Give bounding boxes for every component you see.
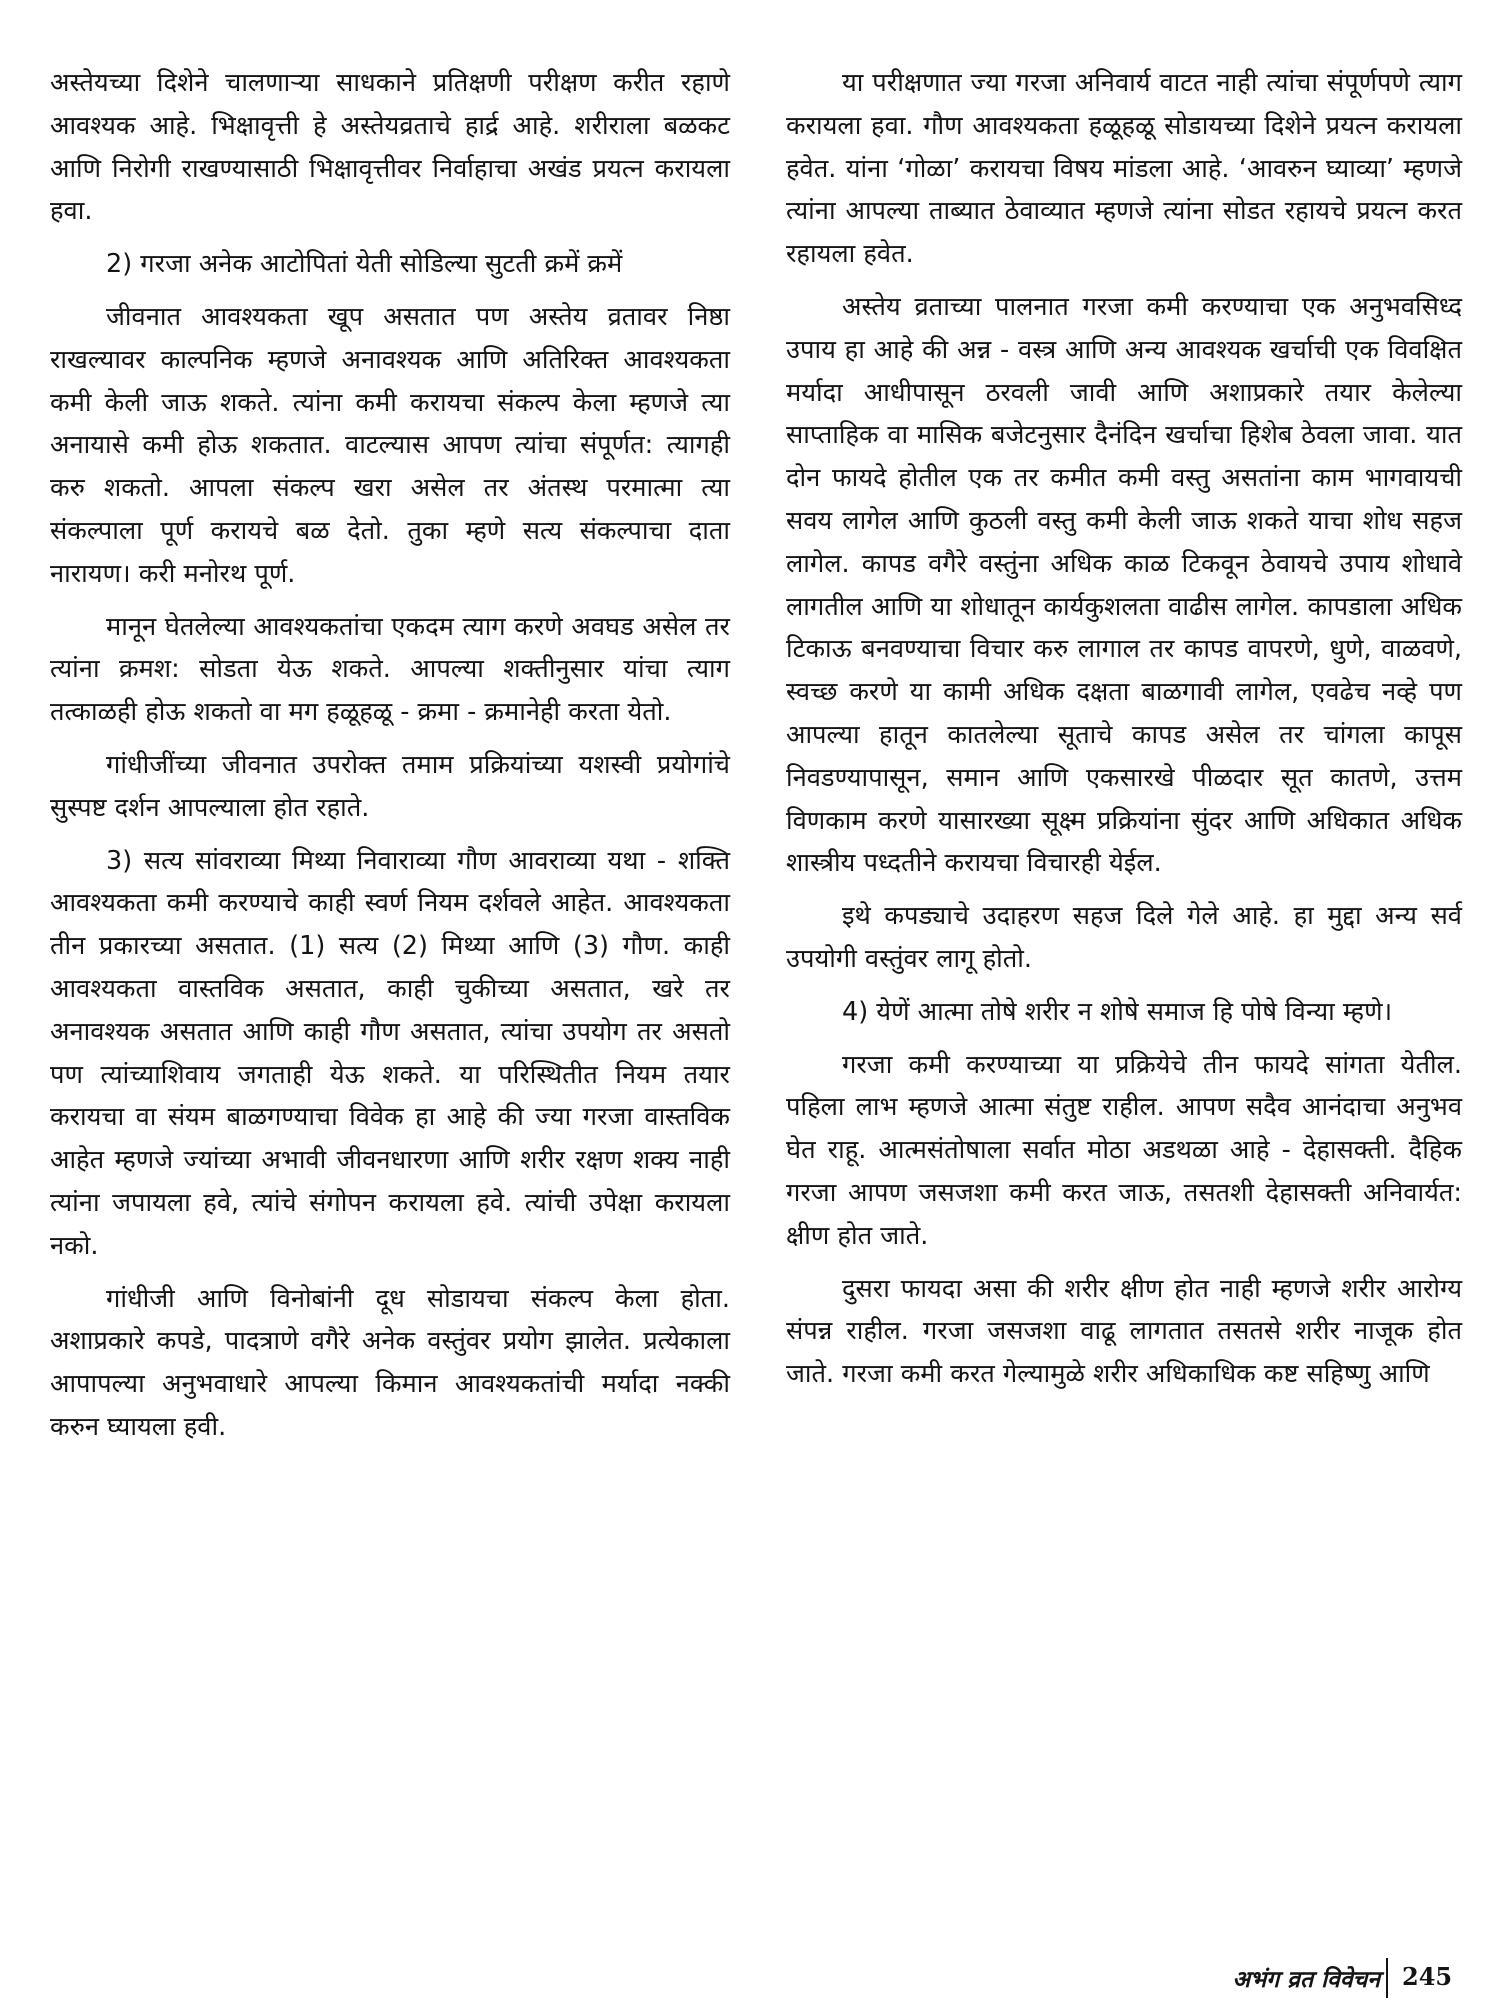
- paragraph: अस्तेय व्रताच्या पालनात गरजा कमी करण्याचा एक अनुभवसिध्द उपाय हा आहे की अन्न - वस्त्र आणि अन्य आवश्यक खर्चाची एक विवक्षित मर्यादा आधीपासून ठरवली जावी आणि अशाप्रकारे तयार केलेल्या साप्ताहिक वा मासिक बजेटनुसार दैनंदिन खर्चाचा हिशेब ठेवला जावा. यात दोन फायदे होतील एक तर कमीत कमी वस्तु असतांना काम भागवायची सवय लागेल आणि कुठली वस्तु कमी केली जाऊ शकते याचा शोध सहज लागेल. कापड वगैरे वस्तुंना अधिक काळ टिकवून ठेवायचे उपाय शोधावे लागतील आणि या शोधातून कार्यकुशलता वाढीस लागेल. कापडाला अधिक टिकाऊ बनवण्याचा विचार करु लागाल तर कापड वापरणे, धुणे, वाळवणे, स्वच्छ करणे या कामी अधिक दक्षता बाळगावी लागेल, एवढेच नव्हे पण आपल्या हातून कातलेल्या सूताचे कापड असेल तर चांगला कापूस निवडण्यापासून, समान आणि एकसारखे पीळदार सूत कातणे, उत्तम विणकाम करणे यासारख्या सूक्ष्म प्रक्रियांना सुंदर आणि अधिकात अधिक शास्त्रीय पध्दतीने करायचा विचारही येईल.: [786, 291, 1462, 879]
- paragraph: जीवनात आवश्यकता खूप असतात पण अस्तेय व्रतावर निष्ठा राखल्यावर काल्पनिक म्हणजे अनावश्यक आणि अतिरिक्त आवश्यकता कमी केली जाऊ शकते. त्यांना कमी करायचा संकल्प केला म्हणजे त्या अनायासे कमी होऊ शकतात. वाटल्यास आपण त्यांचा संपूर्णत: त्यागही करु शकतो. आपला संकल्प खरा असेल तर अंतस्थ परमात्मा त्या संकल्पाला पूर्ण करायचे बळ देतो. तुका म्हणे सत्य संकल्पाचा दाता नारायण। करी मनोरथ पूर्ण.: [50, 301, 730, 589]
- paragraph: गांधीजी आणि विनोबांनी दूध सोडायचा संकल्प केला होता. अशाप्रकारे कपडे, पादत्राणे वगैरे अनेक वस्तुंवर प्रयोग झालेत. प्रत्येकाला आपापल्या अनुभवाधारे आपल्या किमान आवश्यकतांची मर्यादा नक्की करुन घ्यायला हवी.: [50, 1283, 730, 1442]
- paragraph-heading-2: 2) गरजा अनेक आटोपितां येती सोडिल्या सुटती क्रमें क्रमें: [106, 249, 623, 280]
- paragraph: या परीक्षणात ज्या गरजा अनिवार्य वाटत नाही त्यांचा संपूर्णपणे त्याग करायला हवा. गौण आवश्यकता हळूहळू सोडायच्या दिशेने प्रयत्न करायला हवेत. यांना ‘गोळा’ करायचा विषय मांडला आहे. ‘आवरुन घ्याव्या’ म्हणजे त्यांना आपल्या ताब्यात ठेवाव्यात म्हणजे त्यांना सोडत रहायचे प्रयत्न करत रहायला हवेत.: [786, 68, 1462, 270]
- right-column: [786, 62, 1462, 1406]
- paragraph-heading-3: 3) सत्य सांवराव्या मिथ्या निवाराव्या गौण आवराव्या यथा - शक्ति आवश्यकता कमी करण्याचे काही स्वर्ण नियम दर्शवले आहेत. आवश्यकता तीन प्रकारच्या असतात. (1) सत्य (2) मिथ्या आणि (3) गौण. काही आवश्यकता वास्तविक असतात, काही चुकीच्या असतात, खरे तर अनावश्यक असतात आणि काही गौण असतात, त्यांचा उपयोग तर असतो पण त्यांच्याशिवाय जगताही येऊ शकते. या परिस्थितीत नियम तयार करायचा वा संयम बाळगण्याचा विवेक हा आहे की ज्या गरजा वास्तविक आहेत म्हणजे ज्यांच्या अभावी जीवनधारणा आणि शरीर रक्षण शक्य नाही त्यांना जपायला हवे, त्यांचे संगोपन करायला हवे. त्यांची उपेक्षा करायला नको.: [50, 845, 730, 1261]
- paragraph: गांधीजींच्या जीवनात उपरोक्त तमाम प्रक्रियांच्या यशस्वी प्रयोगांचे सुस्पष्ट दर्शन आपल्याला होत रहाते.: [50, 749, 730, 823]
- paragraph: मानून घेतलेल्या आवश्यकतांचा एकदम त्याग करणे अवघड असेल तर त्यांना क्रमश: सोडता येऊ शकते. आपल्या शक्तीनुसार यांचा त्याग तत्काळही होऊ शकतो वा मग हळूहळू - क्रमा - क्रमानेही करता येतो.: [50, 611, 730, 728]
- page-number: 245: [1402, 1962, 1453, 1991]
- left-column: [50, 62, 730, 1459]
- paragraph: अस्तेयच्या दिशेने चालणाऱ्या साधकाने प्रतिक्षणी परीक्षण करीत रहाणे आवश्यक आहे. भिक्षावृत्ती हे अस्तेयव्रताचे हार्द्र आहे. शरीराला बळकट आणि निरोगी राखण्यासाठी भिक्षावृत्तीवर निर्वाहाचा अखंड प्रयत्न करायला हवा.: [50, 68, 730, 227]
- footer-divider: [1386, 1958, 1388, 1998]
- paragraph: इथे कपड्याचे उदाहरण सहज दिले गेले आहे. हा मुद्दा अन्य सर्व उपयोगी वस्तुंवर लागू होतो.: [786, 901, 1462, 974]
- running-title: अभंग व्रत विवेचन: [1232, 1967, 1380, 1993]
- paragraph-heading-4: 4) येणें आत्मा तोषे शरीर न शोषे समाज हि पोषे विन्या म्हणे।: [842, 996, 1393, 1027]
- page-footer: [1110, 1958, 1480, 1998]
- paragraph: दुसरा फायदा असा की शरीर क्षीण होत नाही म्हणजे शरीर आरोग्य संपन्न राहील. गरजा जसजशा वाढू लागतात तसतसे शरीर नाजूक होत जाते. गरजा कमी करत गेल्यामुळे शरीर अधिकाधिक कष्ट सहिष्णु आणि: [786, 1273, 1462, 1390]
- paragraph: गरजा कमी करण्याच्या या प्रक्रियेचे तीन फायदे सांगता येतील. पहिला लाभ म्हणजे आत्मा संतुष्ट राहील. आपण सदैव आनंदाचा अनुभव घेत राहू. आत्मसंतोषाला सर्वात मोठा अडथळा आहे - देहासक्ती. दैहिक गरजा आपण जसजशा कमी करत जाऊ, तसतशी देहासक्ती अनिवार्यत: क्षीण होत जाते.: [786, 1049, 1462, 1251]
